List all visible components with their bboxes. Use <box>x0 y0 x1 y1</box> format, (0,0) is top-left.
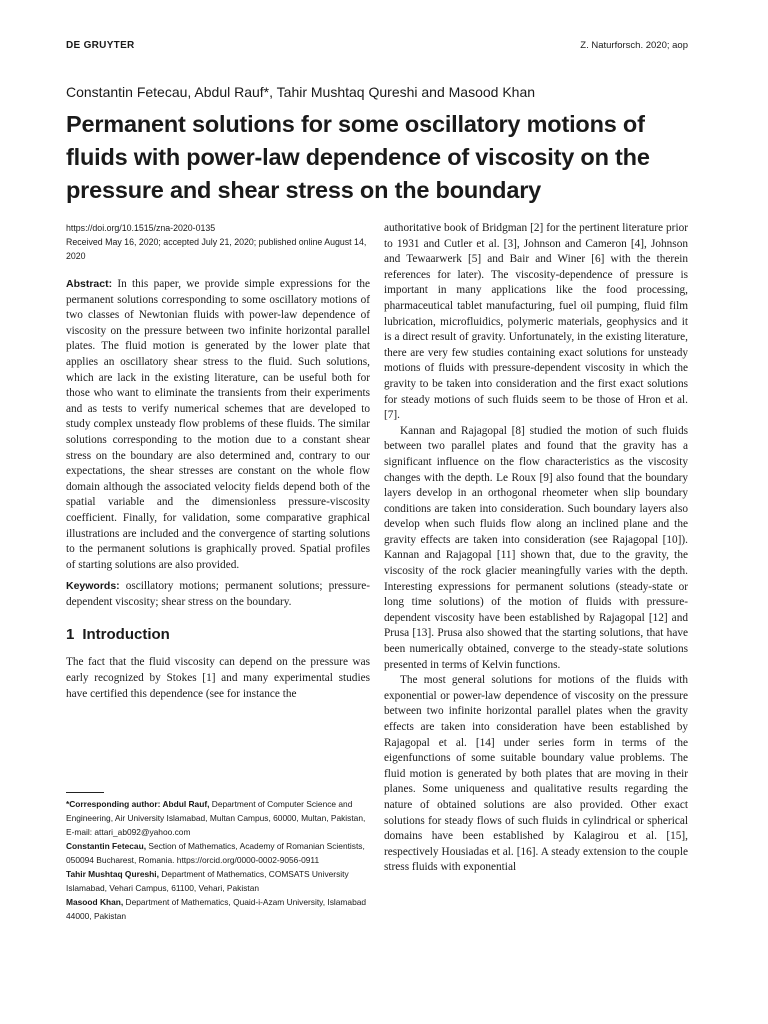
keywords <box>66 579 370 610</box>
section-title: Introduction <box>82 626 170 644</box>
doi-link[interactable]: https://doi.org/10.1515/zna-2020-0135 <box>66 223 216 233</box>
footnote-author: Tahir Mushtaq Qureshi, <box>66 869 159 879</box>
section-number: 1 <box>66 626 75 644</box>
footnote-author: *Corresponding author: Abdul Rauf, <box>66 799 210 809</box>
abstract-label: Abstract: <box>66 278 113 290</box>
footnote-author: Masood Khan, <box>66 897 124 907</box>
footnote-affiliation: Department of Mathematics, COMSATS University Islamabad, Vehari Campus, 61100, Vehari, Pakistan <box>66 869 349 893</box>
abstract-text: In this paper, we provide simple expressions for the permanent solutions corresponding to some oscillatory motions of two classes of Newtonian fluids with power-law dependence of viscosity on the pressure between two infinite horizontal parallel plates. The fluid motion is generated by the lower plate that applies an oscillatory shear stress to the fluid. Such solutions, which are lack in the existing literature, can be useful both for those who want to eliminate the transients from their experiments and as tests to verify numerical schemes that are developed to study complex unsteady flow problems of these fluids. The similar solutions corresponding to the motion due to a constant shear stress on the boundary are also determined and, contrary to our expectations, the shear stresses are constant on the whole flow domain although the associated velocity fields depend both of the spatial variable and the dimensionless pressure-viscosity coefficient. Finally, for validation, some comparative graphical illustrations are included and the convergence of starting solutions to the permanent solutions is graphically proved. Spatial profiles of starting solutions are also provided. <box>66 278 370 571</box>
publication-dates: Received May 16, 2020; accepted July 21, 2020; published online August 14, 2020 <box>66 237 367 261</box>
abstract <box>66 277 370 573</box>
body-paragraph: The most general solutions for motions of the fluids with exponential or power-law dependence of viscosity on the pressure between two infinite horizontal parallel plates when the gravity effects are taken into consideration have been established by Rajagopal et al. [14] under series form in terms of the eigenfunctions of some suitable boundary value problems. The fluid motion is generated by both plates that are moving in their planes. Some uniqueness and qualitative results regarding the nature of obtained solutions are also provided. Other exact solutions for steady flows of such fluids in cylindrical or spherical domains have been established by Kalagirou et al. [15], respectively Housiadas et al. [16]. A steady extension to the couple stress fluids with exponential <box>384 674 688 874</box>
page-header <box>66 40 688 56</box>
footnote-affiliation: Section of Mathematics, Academy of Romanian Scientists, 050094 Bucharest, Romania. https://orcid.org/0000-0002-9056-0911 <box>66 841 365 865</box>
author-footnotes <box>66 797 372 923</box>
intro-paragraph: The fact that the fluid viscosity can depend on the pressure was early recognized by Stokes [1] and many experimental studies have certified this dependence (see for instance the <box>66 656 370 700</box>
body-paragraph: authoritative book of Bridgman [2] for the pertinent literature prior to 1931 and Cutler et al. [3], Johnson and Cameron [4], Johnson and Tewaarwerk [5] and Bair and Winer [6] with the therein references for later). The viscosity-dependence of pressure is important in many applications like the food processing, pharmaceutical tablet manufacturing, fuel oil pumping, fluid film lubrication, microfluidics, polymeric materials, geophysics and it is a direct result of gravity. Unfortunately, in the existing literature, there are very few studies containing exact solutions for unsteady motions of fluids with pressure-dependent viscosity in which the gravity to be taken into consideration and the first exact solutions for steady motions of such fluids seem to be those of Hron et al. [7]. <box>384 222 688 422</box>
footnote-affiliation: Department of Computer Science and Engineering, Air University Islamabad, Multan Campus, 60000, Multan, Pakistan, E-mail: attari_ab092@yahoo.com <box>66 799 366 837</box>
keywords-text: oscillatory motions; permanent solutions; pressure-dependent viscosity; shear stress on the boundary. <box>66 580 370 608</box>
right-column <box>384 221 688 876</box>
footnote-item <box>66 797 372 839</box>
footnote-item <box>66 895 372 923</box>
article-meta <box>66 221 370 263</box>
footnote-author: Constantin Fetecau, <box>66 841 147 851</box>
footnote-item <box>66 839 372 867</box>
section-heading <box>66 626 370 643</box>
footnote-affiliation: Department of Mathematics, Quaid-i-Azam University, Islamabad 44000, Pakistan <box>66 897 367 921</box>
footnote-item <box>66 867 372 895</box>
publisher-name: DE GRUYTER <box>66 40 135 51</box>
keywords-label: Keywords: <box>66 580 120 593</box>
journal-citation: Z. Naturforsch. 2020; aop <box>580 40 688 51</box>
author-list: Constantin Fetecau, Abdul Rauf*, Tahir Mushtaq Qureshi and Masood Khan <box>66 84 536 100</box>
left-column <box>66 221 370 714</box>
body-paragraph: Kannan and Rajagopal [8] studied the motion of such fluids between two parallel plates and found that the gravity has a significant influence on the flow characteristics as the viscosity changes with the depth. Le Roux [9] also found that the boundary layers develop in an orthogonal rheometer when slip boundary conditions are taken into consideration. Such boundary layers also develop when such fluids flow along an inclined plane and the gravity effects are taken into consideration (see Rajagopal [10]). Kannan and Rajagopal [11] shown that, due to the gravity, the viscosity of the rock glacier meaningfully varies with the depth. Interesting expressions for permanent solutions (steady-state or long time solutions) of the motion of fluids with pressure-dependent viscosity have been established by Rajagopal [12] and Prusa [13]. Prusa also showed that the starting solutions, that have been numerically obtained, converge to the steady-state solutions presented in terms of Kelvin functions. <box>384 424 688 671</box>
paper-title: Permanent solutions for some oscillatory motions of fluids with power-law dependence of viscosity on the pressure and shear stress on the boundary <box>66 111 650 203</box>
footnote-divider <box>66 792 104 793</box>
